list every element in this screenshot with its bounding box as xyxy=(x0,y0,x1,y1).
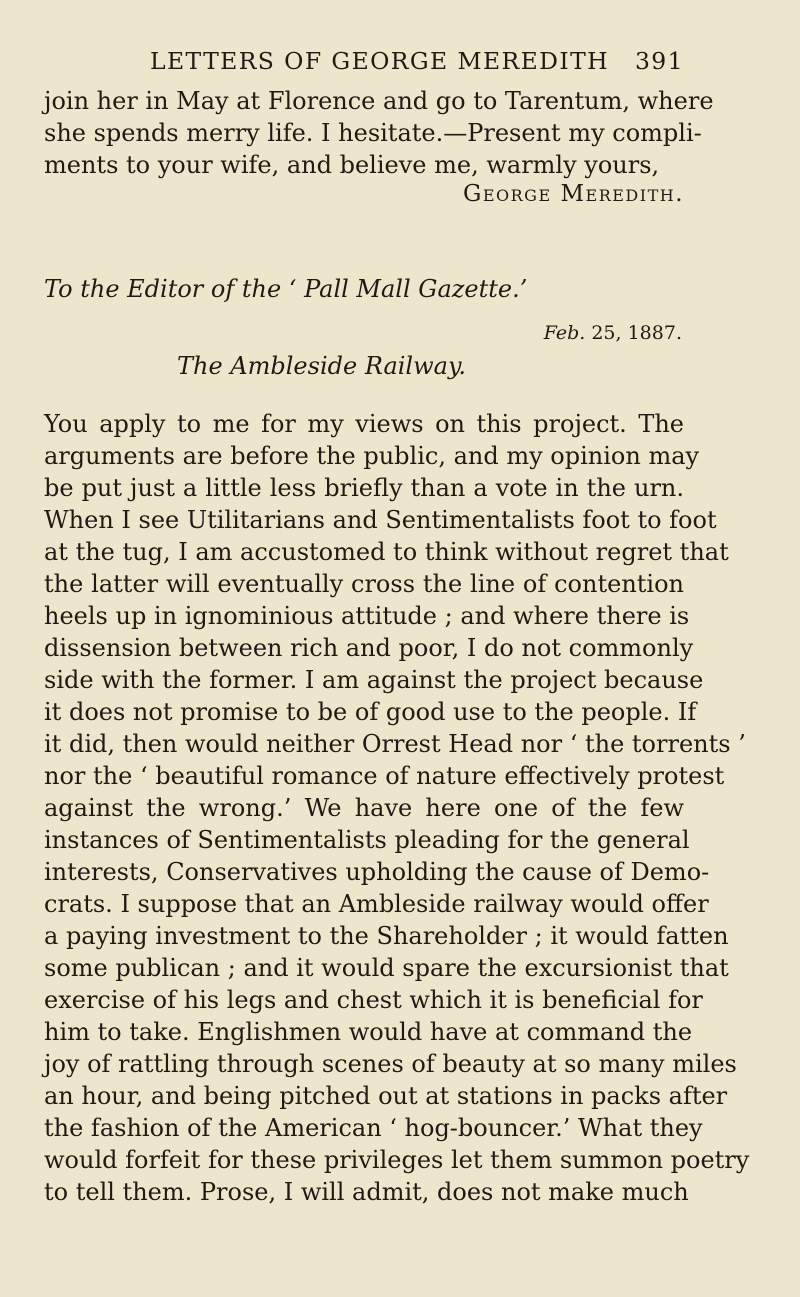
body-line: it does not promise to be of good use to the people. If xyxy=(44,698,697,726)
body-line: When I see Utilitarians and Sentimentalists foot to foot xyxy=(44,506,717,534)
date-day-year: 25, 1887. xyxy=(585,322,682,344)
addressee: To the Editor of the ‘ Pall Mall Gazette.’ xyxy=(44,275,528,303)
body-line: him to take. Englishmen would have at command the xyxy=(44,1018,693,1046)
body-line: dissension between rich and poor, I do not commonly xyxy=(44,634,694,662)
signature: George Meredith. xyxy=(462,181,684,207)
body-line: crats. I suppose that an Ambleside railway would offer xyxy=(44,890,709,918)
text-line: ments to your wife, and believe me, warmly yours, xyxy=(44,151,660,179)
body-line: a paying investment to the Shareholder ; it would fatten xyxy=(44,922,729,950)
body-line: joy of rattling through scenes of beauty at so many miles xyxy=(44,1050,737,1078)
body-line: it did, then would neither Orrest Head nor ‘ the torrents ’ xyxy=(44,730,746,758)
body-line: You apply to me for my views on this project. The xyxy=(44,410,684,438)
running-title: LETTERS OF GEORGE MEREDITH xyxy=(150,47,610,75)
body-line: against the wrong.’ We have here one of the few xyxy=(44,794,684,822)
body-line: to tell them. Prose, I will admit, does not make much xyxy=(44,1178,689,1206)
body-line: exercise of his legs and chest which it is beneficial for xyxy=(44,986,703,1014)
body-line: some publican ; and it would spare the excursionist that xyxy=(44,954,729,982)
body-line: be put just a little less briefly than a vote in the urn. xyxy=(44,474,684,502)
body-line: at the tug, I am accustomed to think without regret that xyxy=(44,538,729,566)
body-line: an hour, and being pitched out at stations in packs after xyxy=(44,1082,728,1110)
page-number: 391 xyxy=(634,47,684,75)
body-line: interests, Conservatives upholding the cause of Demo- xyxy=(44,858,710,886)
date-month: Feb. xyxy=(543,322,586,344)
body-line: side with the former. I am against the project because xyxy=(44,666,704,694)
body-line: arguments are before the public, and my opinion may xyxy=(44,442,700,470)
body-line: the fashion of the American ‘ hog-bouncer.’ What they xyxy=(44,1114,703,1142)
body-line: heels up in ignominious attitude ; and where there is xyxy=(44,602,690,630)
body-line: the latter will eventually cross the line of contention xyxy=(44,570,684,598)
text-line: she spends merry life. I hesitate.—Present my compli- xyxy=(44,119,702,147)
running-header xyxy=(150,47,684,75)
text-line: join her in May at Florence and go to Tarentum, where xyxy=(44,87,714,115)
letter-subject: The Ambleside Railway. xyxy=(177,352,466,380)
body-line: would forfeit for these privileges let them summon poetry xyxy=(44,1146,750,1174)
letter-date xyxy=(544,324,682,343)
body-line: nor the ‘ beautiful romance of nature effectively protest xyxy=(44,762,725,790)
body-line: instances of Sentimentalists pleading for the general xyxy=(44,826,690,854)
